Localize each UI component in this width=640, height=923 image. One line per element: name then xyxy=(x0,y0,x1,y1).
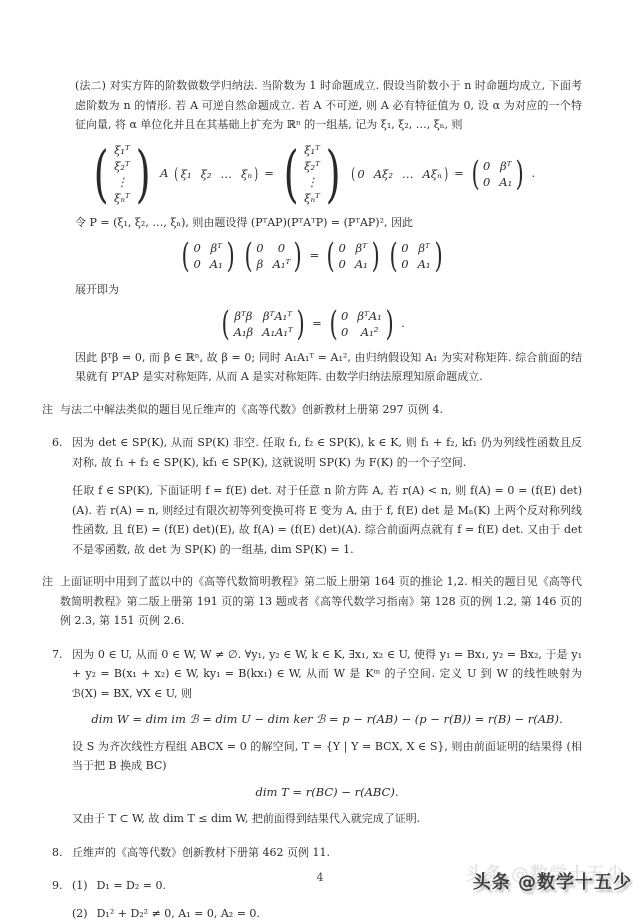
sub-label: (2) xyxy=(72,904,88,923)
item-body xyxy=(72,433,582,559)
equals-sign: = xyxy=(312,318,322,330)
paragraph-method2-intro: (法二) 对实方阵的阶数做数学归纳法. 当阶数为 1 时命题成立. 假设当阶数小于 n 时命题均成立, 下面考虑阶数为 n 的情形. 若 A 可逆自然命题成立. 若 A 不可逆, 则 A 必有特征值为 0, 设 α 为对应的一个特征向量, 将 α 单位化并且在其基础上扩充为 ℝⁿ 的一组基, 记为 ξ₁, ξ₂, …, ξₙ, 则 xyxy=(75,76,582,135)
right-paren xyxy=(294,239,302,273)
matrix-xi-column-left xyxy=(89,142,155,206)
right-paren xyxy=(516,157,524,191)
period: . xyxy=(401,318,405,330)
page-number: 4 xyxy=(0,871,640,884)
item-number: 8. xyxy=(52,843,72,863)
left-paren xyxy=(222,307,230,341)
paragraph-conclusion: 因此 βᵀβ = 0, 而 β ∈ ℝⁿ, 故 β = 0; 同时 A₁A₁ᵀ = A₁², 由归纳假设知 A₁ 为实对称矩阵. 综合前面的结果就有 PᵀAP 是实对称矩阵, 从而 A 是实对称矩阵. 由数学归纳法原理知原命题成立. xyxy=(75,348,582,387)
equation-expanded xyxy=(42,307,582,341)
equation-dimW: dim W = dim im ℬ = dim U − dim ker ℬ = p − r(AB) − (p − r(B)) = r(B) − r(AB). xyxy=(72,710,582,730)
matrix-lhs-2 xyxy=(242,239,305,273)
period: . xyxy=(531,168,535,180)
matrix-cells: 0 βᵀ 0 A₁ xyxy=(338,240,369,272)
item-7 xyxy=(42,645,582,829)
matrix-cells: ξ₁ᵀ ξ₂ᵀ ⋮ ξₙᵀ xyxy=(113,142,131,206)
right-paren xyxy=(385,307,393,341)
sub-text: D₁² + D₂² ≠ 0, A₁ = 0, A₂ = 0. xyxy=(97,904,260,923)
item8-text: 丘维声的《高等代数》创新教材下册第 462 页例 11. xyxy=(72,843,582,863)
equals-sign: = xyxy=(264,168,274,180)
right-paren xyxy=(434,239,442,273)
matrix-lhs-1 xyxy=(179,239,237,273)
matrix-cells: 0 βᵀA₁ 0 A₁² xyxy=(340,308,383,340)
matrix-xi-column-right xyxy=(279,142,345,206)
matrix-block-result xyxy=(469,157,527,191)
matrix-rhs-1 xyxy=(324,239,382,273)
item-8 xyxy=(42,843,582,863)
item7-paragraph-1: 因为 0 ∈ U, 从而 0 ∈ W, W ≠ ∅. ∀y₁, y₂ ∈ W, k ∈ K, ∃x₁, x₂ ∈ U, 使得 y₁ = Bx₁, y₂ = Bx₂, 于是 y₁ + y₂ = B(x₁ + x₂) ∈ W, ky₁ = B(kx₁) ∈ W, 从而 W 是 Kᵐ 的子空间. 定义 U 到 W 的线性映射为 ℬ(X) = BX, ∀X ∈ U, 则 xyxy=(72,645,582,704)
equals-sign: = xyxy=(454,168,464,180)
equation-matrix-products xyxy=(42,239,582,273)
item-body xyxy=(72,843,582,863)
left-paren xyxy=(351,166,355,182)
right-paren xyxy=(254,166,258,182)
paragraph-let-P: 令 P = (ξ₁, ξ₂, …, ξₙ), 则由题设得 (PᵀAP)(PᵀAᵀP) = (PᵀAP)², 因此 xyxy=(75,213,582,233)
left-paren xyxy=(175,166,179,182)
item6-paragraph-1: 因为 det ∈ SP(K), 从而 SP(K) 非空. 任取 f₁, f₂ ∈ SP(K), k ∈ K, 则 f₁ + f₂, kf₁ 仍为列线性函数且反对称, 故 f₁ + f₂ ∈ SP(K), kf₁ ∈ SP(K), 这就说明 SP(K) 为 F(K) 的一个子空间. xyxy=(72,433,582,472)
matrix-rhs-2 xyxy=(387,239,445,273)
right-paren xyxy=(226,239,234,273)
note-text: 上面证明中用到了蓝以中的《高等代数简明教程》第二版上册第 164 页的推论 1,2. 相关的题目见《高等代数简明教程》第二版上册第 191 页的第 13 题或者《高等代数学习指南》第 128 页的例 1.2, 第 146 页的例 2.3, 第 151 页例 2.6. xyxy=(60,572,582,631)
left-paren xyxy=(327,239,335,273)
left-paren xyxy=(390,239,398,273)
sub-text: D₁ = D₂ = 0. xyxy=(97,876,166,896)
equals-sign: = xyxy=(310,250,320,262)
equation-dimT: dim T = r(BC) − r(ABC). xyxy=(72,783,582,803)
right-paren xyxy=(371,239,379,273)
matrix-cells: 0 βᵀ 0 A₁ xyxy=(400,240,431,272)
left-paren xyxy=(329,307,337,341)
sub-label: (1) xyxy=(72,876,88,896)
right-paren xyxy=(296,307,304,341)
matrix-Axi-row xyxy=(350,166,449,182)
left-paren xyxy=(93,143,108,205)
matrix-expanded-lhs xyxy=(219,307,307,341)
matrix-cells: 0 Aξ₂ … Aξₙ xyxy=(356,166,442,182)
item-number: 9. xyxy=(52,876,72,923)
equation-basis-change xyxy=(42,142,582,206)
note-method2 xyxy=(42,400,582,420)
right-paren xyxy=(444,166,448,182)
item-body xyxy=(72,645,582,829)
item-number: 7. xyxy=(52,645,72,829)
matrix-cells: βᵀβ βᵀA₁ᵀ A₁β A₁A₁ᵀ xyxy=(233,308,294,340)
right-paren xyxy=(135,143,150,205)
left-paren xyxy=(182,239,190,273)
right-paren xyxy=(326,143,341,205)
matrix-cells: ξ₁ᵀ ξ₂ᵀ ⋮ ξₙᵀ xyxy=(303,142,321,206)
matrix-xi-row xyxy=(173,166,259,182)
paragraph-expand: 展开即为 xyxy=(75,280,582,300)
matrix-cells: 0 0 β A₁ᵀ xyxy=(255,240,291,272)
matrix-cells: ξ₁ ξ₂ … ξₙ xyxy=(180,166,253,182)
left-paren xyxy=(284,143,299,205)
item-number: 6. xyxy=(52,433,72,559)
item-6 xyxy=(42,433,582,559)
watermark-toutiao: 头条 @数学十五少 xyxy=(473,868,632,894)
symbol-A: A xyxy=(160,168,168,180)
left-paren xyxy=(245,239,253,273)
matrix-cells: 0 βᵀ 0 A₁ xyxy=(192,240,223,272)
note-text: 与法二中解法类似的题目见丘维声的《高等代数》创新教材上册第 297 页例 4. xyxy=(60,400,582,420)
item7-paragraph-2: 设 S 为齐次线性方程组 ABCX = 0 的解空间, T = {Y | Y = BCX, X ∈ S}, 则由前面证明的结果得 (相当于把 B 换成 BC) xyxy=(72,737,582,776)
item6-paragraph-2: 任取 f ∈ SP(K), 下面证明 f = f(E) det. 对于任意 n 阶方阵 A, 若 r(A) < n, 则 f(A) = 0 = (f(E) det)(A). 若 r(A) = n, 则经过有限次初等列变换可将 E 变为 A, 由于 f, f(E) det 是 Mₙ(K) 上两个反对称列线性函数, 且 f(E) = (f(E) det)(E), 故 f(A) = (f(E) det)(A). 综合前面两点就有 f = f(E) det. 又由于 det 不是零函数, 故 det 为 SP(K) 的一组基, dim SP(K) = 1. xyxy=(72,481,582,559)
note-item6 xyxy=(42,572,582,631)
item9-sub-2 xyxy=(72,904,582,923)
matrix-cells: 0 βᵀ 0 A₁ xyxy=(482,158,513,190)
item7-paragraph-3: 又由于 T ⊂ W, 故 dim T ≤ dim W, 把前面得到结果代入就完成了证明. xyxy=(72,809,582,829)
note-label: 注 xyxy=(42,572,53,631)
matrix-expanded-rhs xyxy=(327,307,396,341)
note-label: 注 xyxy=(42,400,53,420)
left-paren xyxy=(471,157,479,191)
